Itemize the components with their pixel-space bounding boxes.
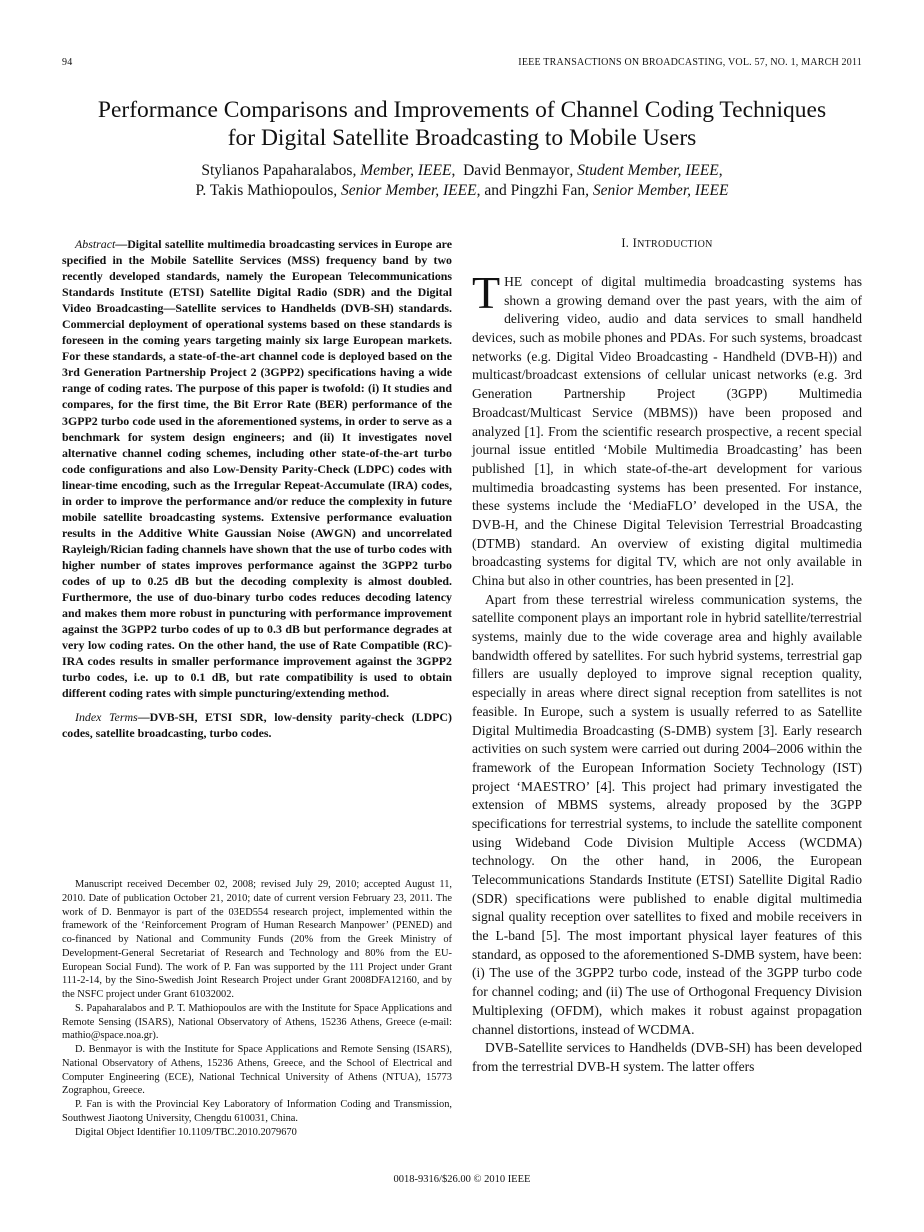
author-name: P. Takis Mathiopoulos [195, 182, 334, 199]
drop-cap: T [472, 267, 501, 318]
footnote: D. Benmayor is with the Institute for Space Applications and Remote Sensing (ISARS), National Observatory of Athens, 15236 Athens, Greece, and the School of Electrical and Computer Engineering (ECE), National Technical University of Athens (NTUA), 15773 Zographou, Greece. [62, 1044, 452, 1097]
footnote: S. Papaharalabos and P. T. Mathiopoulos are with the Institute for Space Applications and Remote Sensing (ISARS), National Observatory of Athens, 15236 Athens, Greece (e-mail: mathio@space.noa.gr). [62, 1002, 452, 1042]
author-line-2: P. Takis Mathiopoulos, Senior Member, IEEE, and Pingzhi Fan, Senior Member, IEEE [195, 182, 729, 199]
author-line-1: Stylianos Papaharalabos, Member, IEEE, David Benmayor, Student Member, IEEE, [201, 162, 723, 179]
author-role: Student Member, IEEE [577, 162, 719, 179]
index-terms-label: Index Terms [75, 710, 138, 725]
paragraph-text: HE concept of digital multimedia broadcasting systems has shown a growing demand over the past years, with the aim of delivering video, audio and data services to small handheld devices, such as mobile phones and PDAs. For such systems, broadcast networks (e.g. Digital Video Broadcasting - Handheld (DVB-H)) and multicast/broadcast extensions of cellular unicast networks (e.g. 3rd Generation Partnership Project (3GPP) Multimedia Broadcast/Multicast Service (MBMS)) have been proposed and analyzed [1]. From the scientific research prospective, a recent special journal issue entitled ‘Mobile Multimedia Broadcasting’ has been published [1], in which state-of-the-art development for various multimedia broadcasting systems has been presented. For instance, these systems include the ‘MediaFLO’ developed in the USA, the DVB-H, and the Chinese Digital Television Terrestrial Broadcasting (DTMB) standard. An overview of existing digital multimedia broadcasting systems for digital TV, which are not only available in China but also in other countries, has been presented in [2]. [472, 274, 862, 588]
left-column [62, 236, 452, 741]
abstract-label: Abstract [75, 237, 116, 251]
author-role: Member, IEEE [360, 162, 452, 179]
title-line-1: Performance Comparisons and Improvements of Channel Coding Techniques [97, 97, 827, 123]
author-role: Senior Member, IEEE [592, 182, 729, 199]
author-role: Senior Member, IEEE [341, 182, 477, 199]
title-line-2: for Digital Satellite Broadcasting to Mobile Users [227, 125, 697, 151]
section-title-rest: NTRODUCTION [637, 239, 713, 250]
abstract-text: Digital satellite multimedia broadcasting services in Europe are specified in the Mobile Satellite Services (MSS) frequency band by two recently developed standards, namely the European Telecommunications Standards Institute (ETSI) Satellite Digital Radio (SDR) and the Digital Video Broadcasting—Satellite services to Handhelds (DVB-SH) standards. Commercial deployment of operational systems based on these standards is foreseen in the coming years targeting mainly six large European markets. For these standards, a state-of-the-art channel code is deployed based on the 3rd Generation Partnership Project 2 (3GPP2) specifications having a wide range of coding rates. The purpose of this paper is twofold: (i) It studies and compares, for the first time, the Bit Error Rate (BER) performance of the 3GPP2 turbo code used in the aforementioned systems, in order to serve as a benchmark for system design engineers; and (ii) It investigates novel alternative channel coding schemes, including other state-of-the-art turbo code configurations and also Low-Density Parity-Check (LDPC) codes with linear-time encoding, such as the Irregular Repeat-Accumulate (IRA) codes, in order to improve the performance and/or reduce the complexity in future mobile satellite broadcasting systems. Extensive performance evaluation results in the Additive White Gaussian Noise (AWGN) and uncorrelated Rayleigh/Rician fading channels have shown that the use of turbo codes with higher number of states improves performance against the 3GPP2 turbo codes of up to 0.25 dB but the decoding complexity is almost doubled. Furthermore, the use of duo-binary turbo codes reduces decoding latency and makes them more robust in puncturing with performance improvement against the 3GPP2 turbo codes of up to 0.3 dB but performance degrades at very low coding rates. On the other hand, the use of Rate Compatible (RC)-IRA codes results in smaller performance improvement against the 3GPP2 turbo codes, i.e. up to 0.1 dB, but rate compatibility is used to obtain different coding rates with simple puncturing/extending method. [62, 237, 452, 701]
index-terms-text: DVB-SH, ETSI SDR, low-density parity-check (LDPC) codes, satellite broadcasting, turbo codes. [62, 710, 452, 741]
section-number: I. [621, 236, 630, 250]
footnote: P. Fan is with the Provincial Key Laboratory of Information Coding and Transmission, Southwest Jiaotong University, Chengdu 610031, China. [62, 1099, 452, 1124]
author-name: Stylianos Papaharalabos [201, 162, 353, 179]
footnote: Manuscript received December 02, 2008; revised July 29, 2010; accepted August 11, 2010. Date of publication October 21, 2010; date of current version February 23, 2011. The work of D. Benmayor is part of the 03ED554 research project, implemented within the framework of the ‘Reinforcement Program of Human Research Manpower’ (PENED) and co-financed by National and Community Funds (20% from the Greek Ministry of Development-General Secretariat of Research and Technology and 80% from the EU-European Social Fund). The work of P. Fan was supported by the 111 Project under Grant 111-2-14, by the Sino-Swedish Joint Research Project under Grant 2008DFA12160, and by the NSFC project under Grant 61032002. [62, 879, 452, 1000]
right-column [472, 236, 862, 1077]
abstract: Abstract—Digital satellite multimedia broadcasting services in Europe are specified in the Mobile Satellite Services (MSS) frequency band by two recently developed standards, namely the European Telecommunications Standards Institute (ETSI) Satellite Digital Radio (SDR) and the Digital Video Broadcasting—Satellite services to Handhelds (DVB-SH) standards. Commercial deployment of operational systems based on these standards is foreseen in the coming years targeting mainly six large European markets. For these standards, a state-of-the-art channel code is deployed based on the 3rd Generation Partnership Project 2 (3GPP2) specifications having a wide range of coding rates. The purpose of this paper is twofold: (i) It studies and compares, for the first time, the Bit Error Rate (BER) performance of the 3GPP2 turbo code used in the aforementioned systems, in order to serve as a benchmark for system design engineers; and (ii) It investigates novel alternative channel coding schemes, including other state-of-the-art turbo code configurations and also Low-Density Parity-Check (LDPC) codes with linear-time encoding, such as the Irregular Repeat-Accumulate (IRA) codes, in order to improve the performance and/or reduce the complexity in future mobile satellite broadcasting systems. Extensive performance evaluation results in the Additive White Gaussian Noise (AWGN) and uncorrelated Rayleigh/Rician fading channels have shown that the use of turbo codes with higher number of states improves performance against the 3GPP2 turbo codes of up to 0.25 dB but the decoding complexity is almost doubled. Furthermore, the use of duo-binary turbo codes reduces decoding latency and makes them more robust in puncturing with performance improvement against the 3GPP2 turbo codes of up to 0.3 dB but performance degrades at very low coding rates. On the other hand, the use of Rate Compatible (RC)-IRA codes results in smaller performance improvement against the 3GPP2 turbo codes, i.e. up to 0.1 dB, but rate compatibility is used to obtain different coding rates with simple puncturing/extending method. [62, 237, 452, 701]
section-heading [472, 236, 862, 251]
paragraph [472, 267, 862, 591]
footnote: Digital Object Identifier 10.1109/TBC.2010.2079670 [75, 1126, 297, 1138]
author-name: Pingzhi Fan [510, 182, 586, 199]
paragraph: DVB-Satellite services to Handhelds (DVB-SH) has been developed from the terrestrial DVB-H system. The latter offers [472, 1040, 862, 1074]
journal-name: IEEE TRANSACTIONS ON BROADCASTING, VOL. 57, NO. 1, MARCH 2011 [518, 57, 862, 68]
author-conjunction: and [484, 182, 507, 199]
section-title-initial: I [632, 236, 638, 250]
paper-title [40, 96, 884, 152]
author-list [40, 161, 884, 201]
running-header [62, 57, 862, 71]
copyright-footer: 0018-9316/$26.00 © 2010 IEEE [393, 1174, 531, 1185]
index-terms: Index Terms—DVB-SH, ETSI SDR, low-density parity-check (LDPC) codes, satellite broadcasting, turbo codes. [62, 710, 452, 741]
page-number: 94 [62, 57, 73, 68]
paragraph: Apart from these terrestrial wireless communication systems, the satellite component plays an important role in hybrid satellite/terrestrial systems, mainly due to the wide coverage area and highly available bandwidth offered by satellites. For such hybrid systems, terrestrial gap fillers are usually deployed to improve signal reception quality, especially in areas where direct signal reception from satellites is not feasible. In Europe, such a system is usually referred to as Satellite Digital Multimedia Broadcasting (S-DMB) system [3]. Early research activities on such system were carried out during 2004–2006 within the framework of the European Information Society Technology (IST) project ‘MAESTRO’ [4]. This project had primary investigated the extension of MBMS systems, already proposed by the 3GPP specifications for terrestrial systems, to include the satellite component using Wideband Code Division Multiple Access (WCDMA) technology. On the other hand, in 2006, the European Telecommunications Standards Institute (ETSI) Satellite Digital Radio (SDR) specifications were published to enable digital multimedia signal quality reception over satellites to fixed and mobile receivers in the L-band [5]. The most important physical layer features of this standard, as opposed to the aforementioned S-DMB system, have been: (i) The use of the 3GPP2 turbo code, instead of the 3GPP turbo code for channel coding; and (ii) The use of Orthogonal Frequency Division Multiplexing (OFDM), which makes it robust against propagation channel distortions, instead of WCDMA. [472, 591, 862, 1037]
footnotes [62, 878, 452, 1139]
author-name: David Benmayor [463, 162, 570, 179]
